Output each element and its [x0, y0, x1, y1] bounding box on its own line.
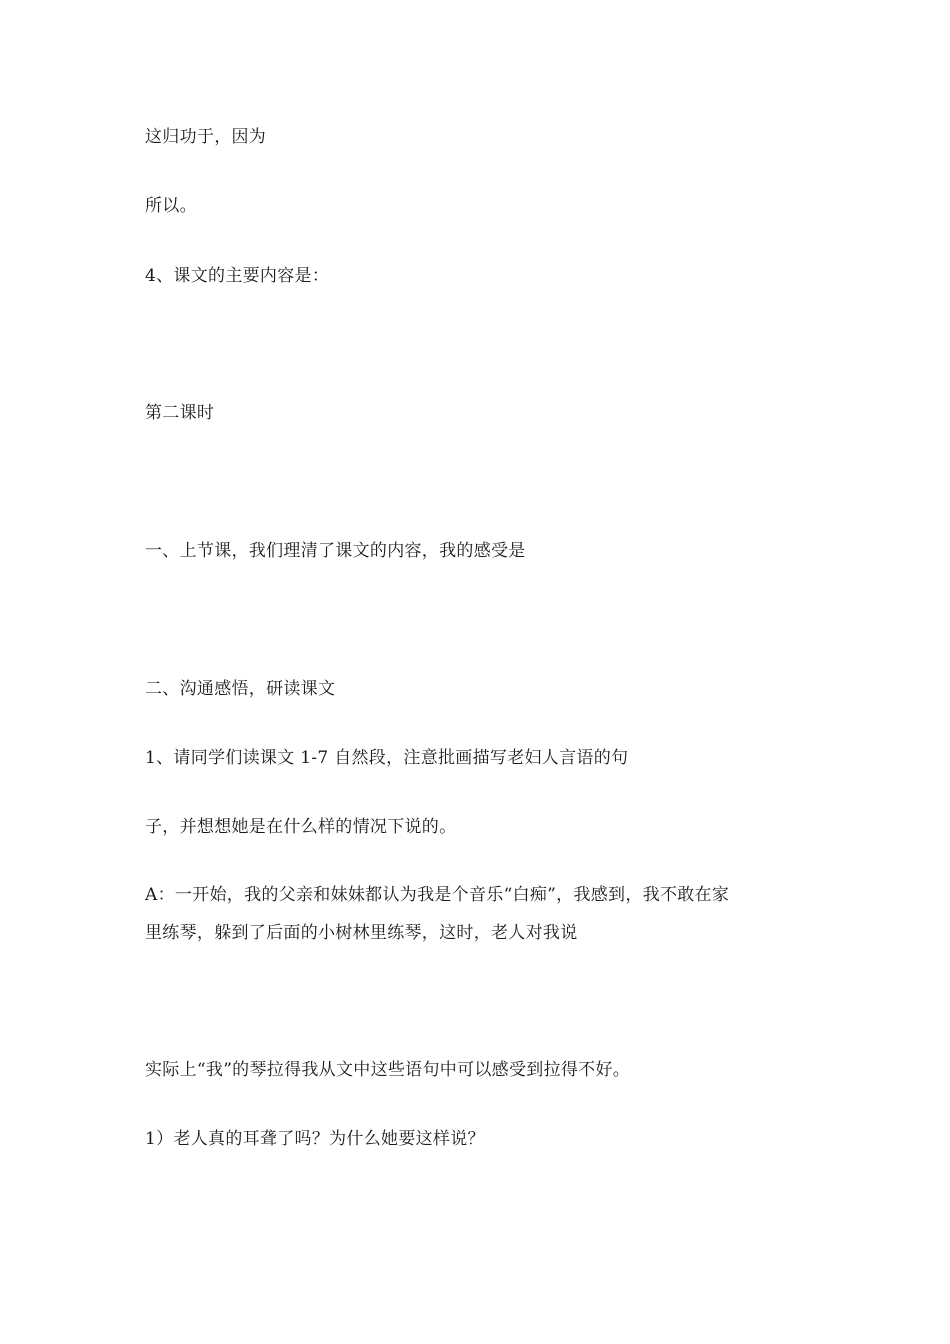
text-line-question-1b: 子，并想想她是在什么样的情况下说的。 — [145, 817, 457, 837]
text-line-question-1a: 1、请同学们读课文 1-7 自然段，注意批画描写老妇人言语的句 — [145, 748, 629, 768]
text-line-answer-a1: A：一开始，我的父亲和妹妹都认为我是个音乐“白痴”，我感到，我不敢在家 — [145, 885, 730, 905]
text-line-part-one: 一、上节课，我们理清了课文的内容，我的感受是 — [145, 541, 526, 561]
text-line-answer-a2: 里练琴，躲到了后面的小树林里练琴，这时，老人对我说 — [145, 923, 578, 943]
text-line-part-two: 二、沟通感悟，研读课文 — [145, 679, 336, 699]
text-line-actually: 实际上“我”的琴拉得我从文中这些语句中可以感受到拉得不好。 — [145, 1060, 631, 1080]
text-line-main-content: 4、课文的主要内容是： — [145, 266, 330, 286]
text-line-sub-question-1: 1）老人真的耳聋了吗？为什么她要这样说？ — [145, 1129, 485, 1149]
section-heading-second-lesson: 第二课时 — [145, 403, 215, 423]
text-line-therefore: 所以。 — [145, 196, 197, 216]
text-line-attribution: 这归功于，因为 — [145, 127, 267, 147]
